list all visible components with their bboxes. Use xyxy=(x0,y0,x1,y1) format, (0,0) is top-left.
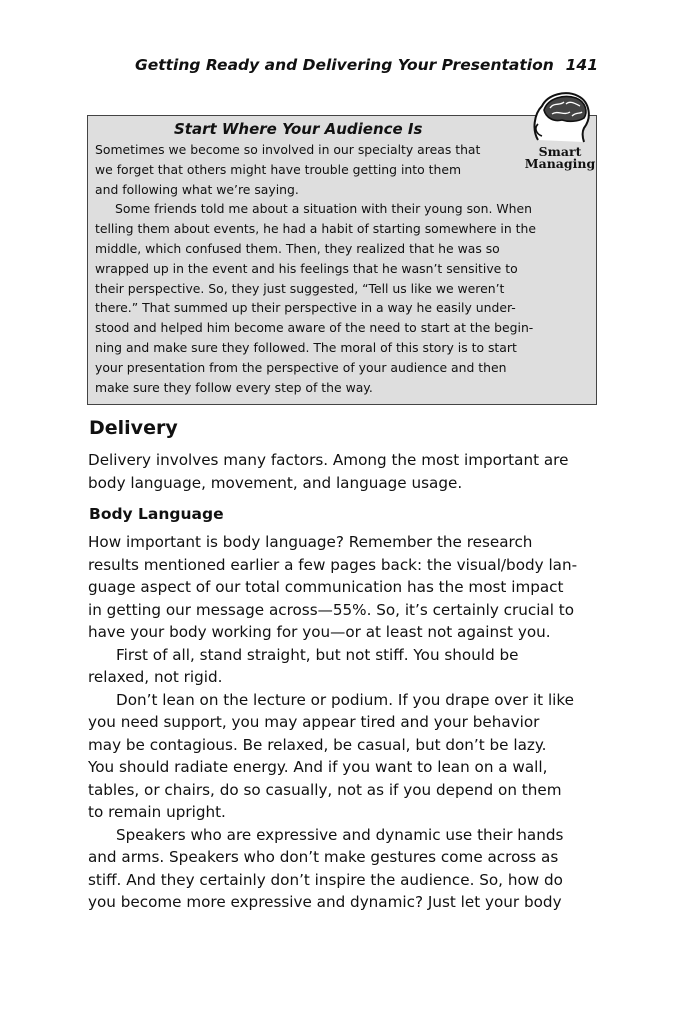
badge-line-1: Smart xyxy=(538,144,582,159)
text-line: to remain upright. xyxy=(88,803,226,821)
sidebar-line: stood and helped him become aware of the need to start at the begin- xyxy=(95,320,534,336)
text-line: you become more expressive and dynamic? Just let your body xyxy=(88,893,562,911)
sidebar-line: wrapped up in the event and his feelings that he wasn’t sensitive to xyxy=(95,260,518,276)
text-line: have your body working for you—or at least not against you. xyxy=(88,623,551,641)
sidebar-title: Start Where Your Audience Is xyxy=(174,120,423,138)
sidebar-line: middle, which confused them. Then, they realized that he was so xyxy=(95,240,500,256)
sidebar-line: there.” That summed up their perspective in a way he easily under- xyxy=(95,300,516,316)
text-line: stiff. And they certainly don’t inspire the audience. So, how do xyxy=(88,870,563,889)
text-line: Speakers who are expressive and dynamic use their hands xyxy=(116,825,564,844)
text-line: and arms. Speakers who don’t make gestures come across as xyxy=(88,848,559,866)
head-brain-icon xyxy=(524,84,596,146)
sidebar-line: your presentation from the perspective of your audience and then xyxy=(95,359,507,375)
text-line: you need support, you may appear tired and your behavior xyxy=(88,713,540,731)
subsection-heading: Body Language xyxy=(89,505,224,523)
text-line: How important is body language? Remember the research xyxy=(88,533,533,551)
text-line: in getting our message across—55%. So, it’s certainly crucial to xyxy=(88,600,575,619)
sidebar-line: ning and make sure they followed. The moral of this story is to start xyxy=(95,339,517,355)
text-line: First of all, stand straight, but not stiff. You should be xyxy=(116,645,519,664)
text-line: Delivery involves many factors. Among the most important are xyxy=(88,451,569,469)
running-header xyxy=(135,54,600,76)
body-text xyxy=(88,531,598,914)
text-line: You should radiate energy. And if you want to lean on a wall, xyxy=(88,758,548,776)
text-line: Don’t lean on the lecture or podium. If you drape over it like xyxy=(116,690,574,709)
smart-managing-badge xyxy=(520,84,600,179)
text-line: may be contagious. Be relaxed, be casual, but don’t be lazy. xyxy=(88,735,547,754)
text-line: results mentioned earlier a few pages back: the visual/body lan- xyxy=(88,555,578,574)
sidebar-line: telling them about events, he had a habit of starting somewhere in the xyxy=(95,221,536,237)
section-heading: Delivery xyxy=(89,417,178,439)
sidebar-line: their perspective. So, they just suggested, “Tell us like we weren’t xyxy=(95,280,505,296)
running-title: Getting Ready and Delivering Your Presentation xyxy=(135,56,554,74)
sidebar-line: we forget that others might have trouble getting into them xyxy=(95,161,462,177)
intro-paragraph xyxy=(88,449,598,494)
text-line: tables, or chairs, do so casually, not as if you depend on them xyxy=(88,780,562,799)
sidebar-line: make sure they follow every step of the way. xyxy=(95,379,373,395)
text-line: relaxed, not rigid. xyxy=(88,668,223,686)
text-line: guage aspect of our total communication has the most impact xyxy=(88,578,564,596)
text-line: body language, movement, and language usage. xyxy=(88,473,463,492)
sidebar-text xyxy=(95,140,591,397)
sidebar-line: Sometimes we become so involved in our specialty areas that xyxy=(95,142,481,157)
sidebar-line: Some friends told me about a situation with their young son. When xyxy=(115,201,532,217)
sidebar-line: and following what we’re saying. xyxy=(95,181,299,197)
page-number: 141 xyxy=(565,56,598,74)
badge-line-2: Managing xyxy=(524,156,596,171)
